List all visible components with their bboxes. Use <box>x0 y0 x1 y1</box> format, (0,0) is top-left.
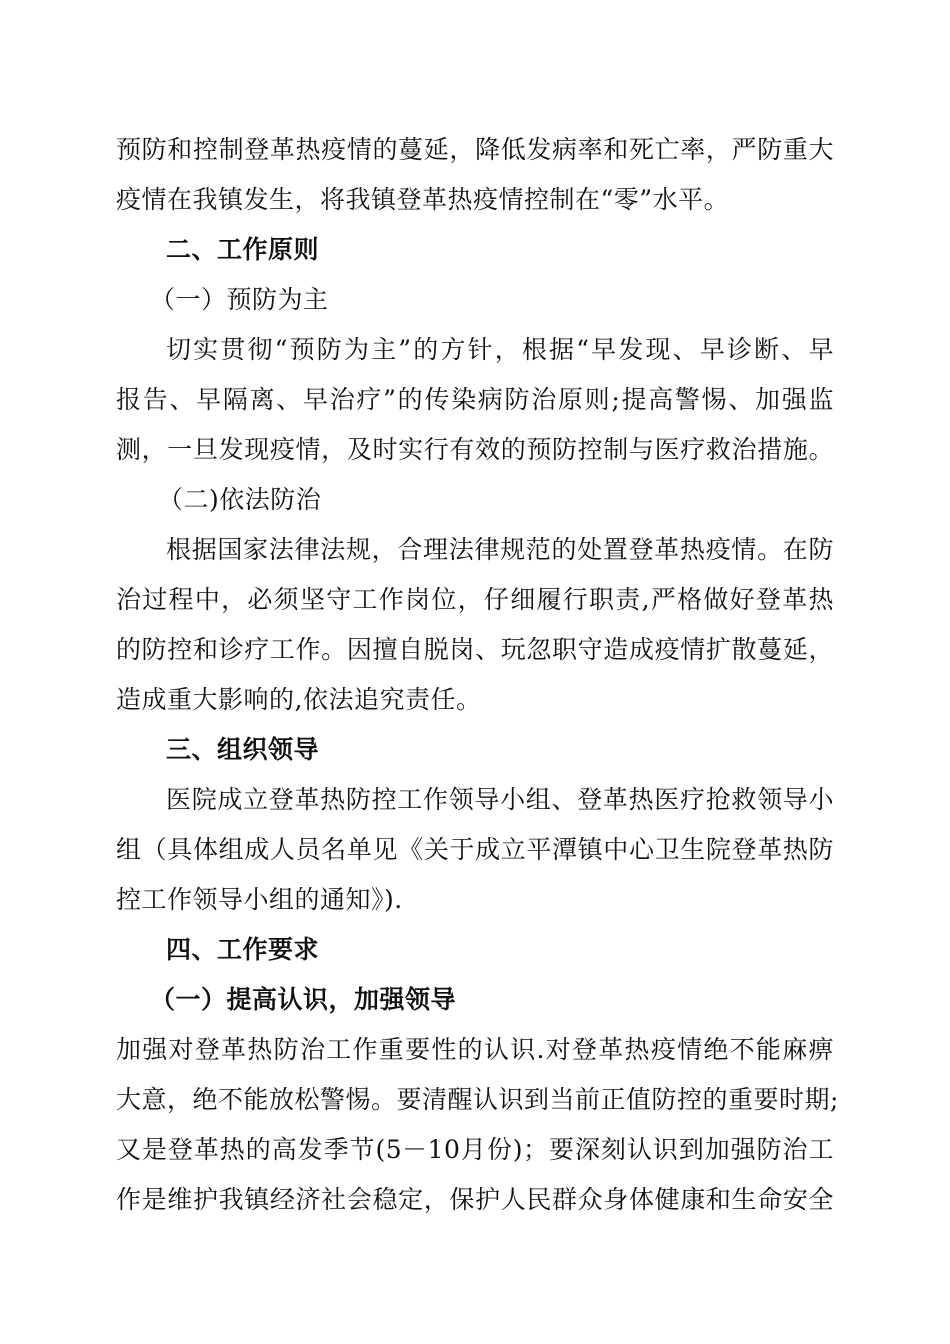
paragraph-line: 测，一旦发现疫情，及时实行有效的预防控制与医疗救治措施。 <box>116 435 834 464</box>
paragraph-line: 组（具体组成人员名单见《关于成立平潭镇中心卫生院登革热防 <box>116 835 834 864</box>
section-heading: 二、工作原则 <box>166 235 320 264</box>
paragraph-line: 加强对登革热防治工作重要性的认识.对登革热疫情绝不能麻痹 <box>116 1035 834 1064</box>
paragraph-line: 的防控和诊疗工作。因擅自脱岗、玩忽职守造成疫情扩散蔓延， <box>116 635 834 664</box>
subsection-heading: （二)依法防治 <box>158 485 322 514</box>
paragraph-line: 报告、早隔离、早治疗”的传染病防治原则;提高警惕、加强监 <box>116 385 834 414</box>
paragraph-line: 预防和控制登革热疫情的蔓延，降低发病率和死亡率，严防重大 <box>116 135 834 164</box>
paragraph-line: 切实贯彻“预防为主”的方针，根据“早发现、早诊断、早 <box>166 335 834 364</box>
paragraph-line: 大意，绝不能放松警惕。要清醒认识到当前正值防控的重要时期; <box>116 1085 839 1114</box>
section-heading: 四、工作要求 <box>166 935 320 964</box>
section-heading: 三、组织领导 <box>166 735 320 764</box>
paragraph-line: 治过程中，必须坚守工作岗位，仔细履行职责,严格做好登革热 <box>116 585 834 614</box>
paragraph-line: 控工作领导小组的通知》). <box>116 885 403 914</box>
paragraph-line: 根据国家法律法规，合理法律规范的处置登革热疫情。在防 <box>166 535 834 564</box>
paragraph-line: 疫情在我镇发生，将我镇登革热疫情控制在“零”水平。 <box>116 185 730 214</box>
paragraph-line: 作是维护我镇经济社会稳定，保护人民群众身体健康和生命安全 <box>116 1185 834 1214</box>
paragraph-line: 又是登革热的高发季节(5－10月份)；要深刻认识到加强防治工 <box>116 1135 834 1164</box>
subsection-heading: （一）提高认识，加强领导 <box>150 985 457 1014</box>
paragraph-line: 造成重大影响的,依法追究责任。 <box>116 685 482 714</box>
paragraph-line: 医院成立登革热防控工作领导小组、登革热医疗抢救领导小 <box>166 785 834 814</box>
subsection-heading: （一）预防为主 <box>150 285 329 314</box>
